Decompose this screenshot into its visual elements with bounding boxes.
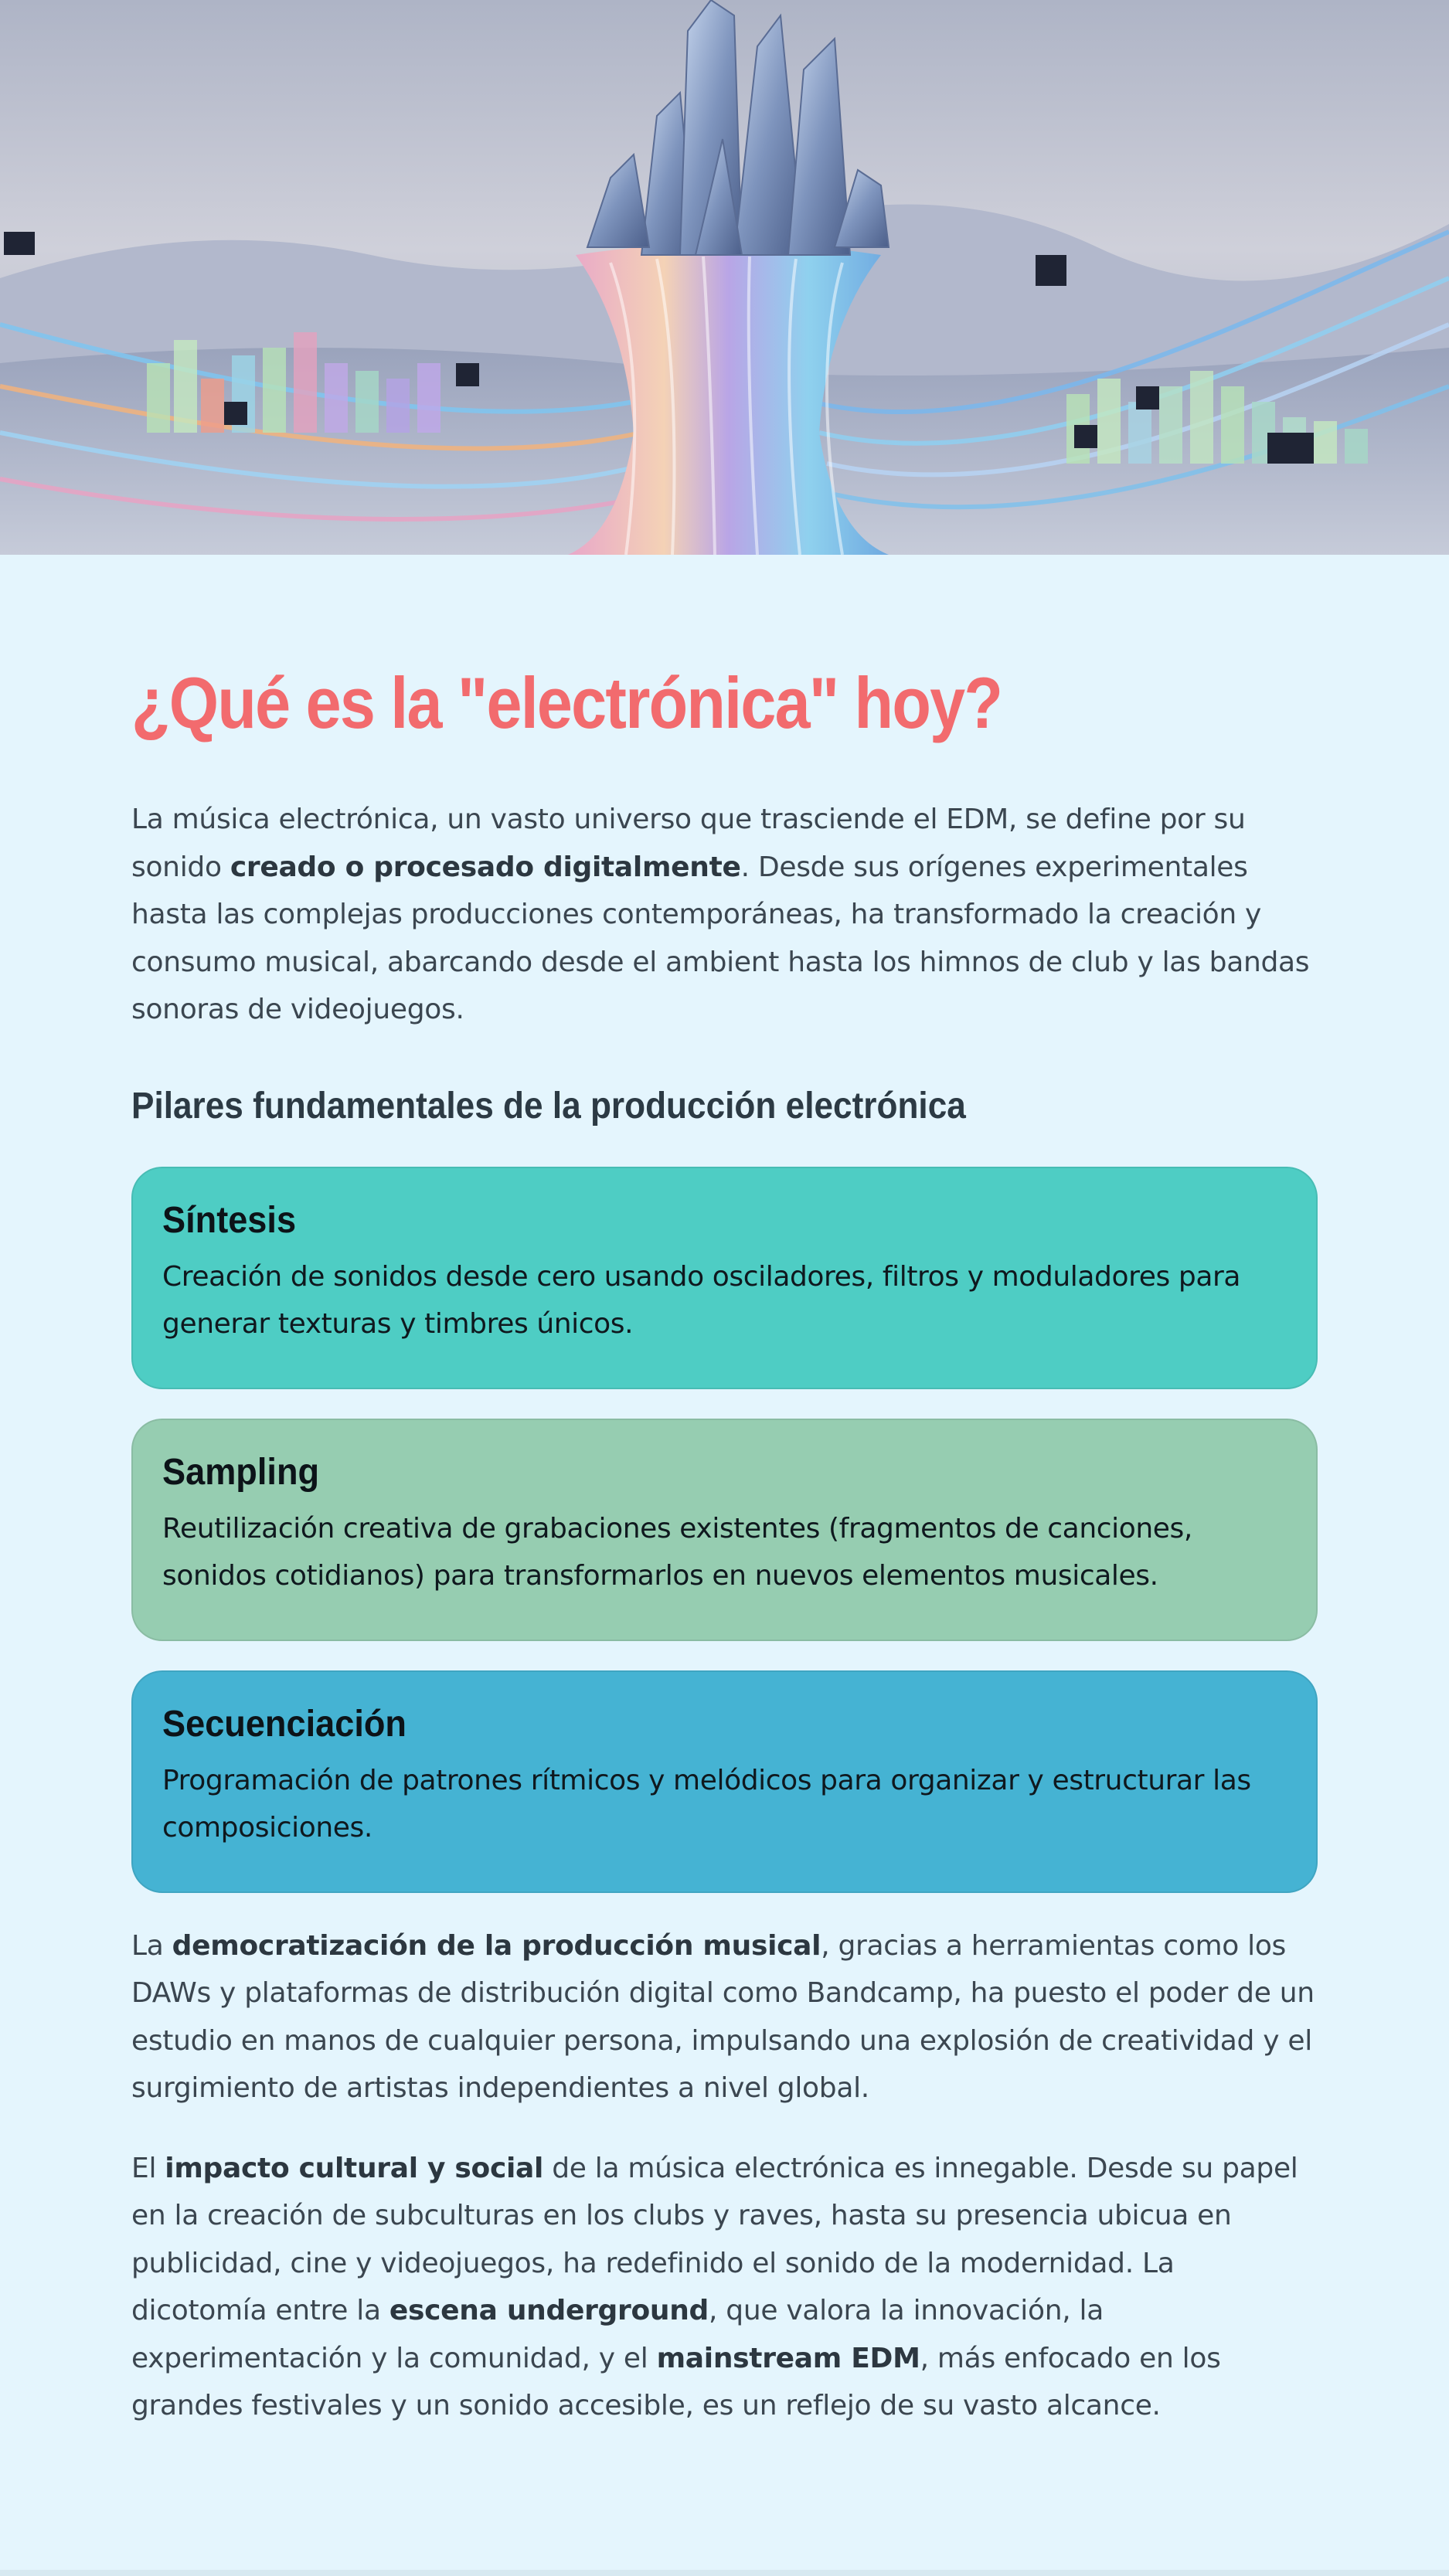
- page-title: ¿Qué es la "electrónica" hoy?: [131, 662, 1002, 743]
- intro-text-1: La música electrónica, un vasto universo que trasciende el EDM, se define por su sonido: [131, 804, 1246, 883]
- pillar-description: Programación de patrones rítmicos y melódicos para organizar y estructurar las composiciones.: [162, 1764, 1251, 1844]
- para3-bold-2: escena underground: [389, 2295, 709, 2326]
- article-content: [131, 657, 1318, 2430]
- pillars-list: [131, 1167, 1318, 1893]
- para2-text-2: , gracias a herramientas como los DAWs y plataformas de distribución digital como Bandcamp, ha puesto el poder de un estudio en manos de cualquier persona, impulsando una explosión de creatividad y el surgimiento de artistas independientes a nivel global.: [131, 1929, 1315, 2104]
- pillar-description: Creación de sonidos desde cero usando osciladores, filtros y moduladores para generar texturas y timbres únicos.: [162, 1260, 1241, 1340]
- pillar-card-sampling: [131, 1419, 1318, 1641]
- para3-text-4: , más enfocado en los grandes festivales y un sonido accesible, es un reflejo de su vasto alcance.: [131, 2342, 1221, 2421]
- pillar-title: Secuenciación: [162, 1703, 406, 1745]
- pillar-card-sintesis: [131, 1167, 1318, 1389]
- hero-image: [0, 0, 1449, 555]
- page-bottom-divider: [0, 2570, 1449, 2576]
- para3-text-2: de la música electrónica es innegable. Desde su papel en la creación de subculturas en los clubs y raves, hasta su presencia ubicua en publicidad, cine y videojuegos, ha redefinido el sonido de la modernidad. La dicotomía entre la: [131, 2152, 1298, 2326]
- para2-bold-1: democratización de la producción musical: [172, 1929, 821, 1962]
- intro-bold-1: creado o procesado digitalmente: [230, 851, 741, 883]
- pillar-title: Síntesis: [162, 1199, 297, 1241]
- intro-text-2: . Desde sus orígenes experimentales hasta las complejas producciones contemporáneas, ha transformado la creación y consumo musical, abarcando desde el ambient hasta los himnos de club y las bandas sonoras de videojuegos.: [131, 851, 1310, 1025]
- para2-text-1: La: [131, 1929, 172, 1962]
- democratization-paragraph: [131, 1922, 1318, 2112]
- cultural-impact-paragraph: [131, 2145, 1318, 2430]
- pillar-description: Reutilización creativa de grabaciones existentes (fragmentos de canciones, sonidos cotidianos) para transformarlos en nuevos elementos musicales.: [162, 1512, 1192, 1592]
- pillar-card-secuenciacion: [131, 1670, 1318, 1893]
- pillar-title: Sampling: [162, 1451, 320, 1493]
- para3-bold-1: impacto cultural y social: [165, 2152, 544, 2184]
- section-heading: Pilares fundamentales de la producción electrónica: [131, 1085, 966, 1127]
- para3-text-3: , que valora la innovación, la experimentación y la comunidad, y el: [131, 2295, 1104, 2374]
- hero-illustration: [0, 0, 1449, 555]
- para3-bold-3: mainstream EDM: [656, 2342, 920, 2374]
- intro-paragraph: [131, 796, 1318, 1034]
- para3-text-1: El: [131, 2152, 165, 2184]
